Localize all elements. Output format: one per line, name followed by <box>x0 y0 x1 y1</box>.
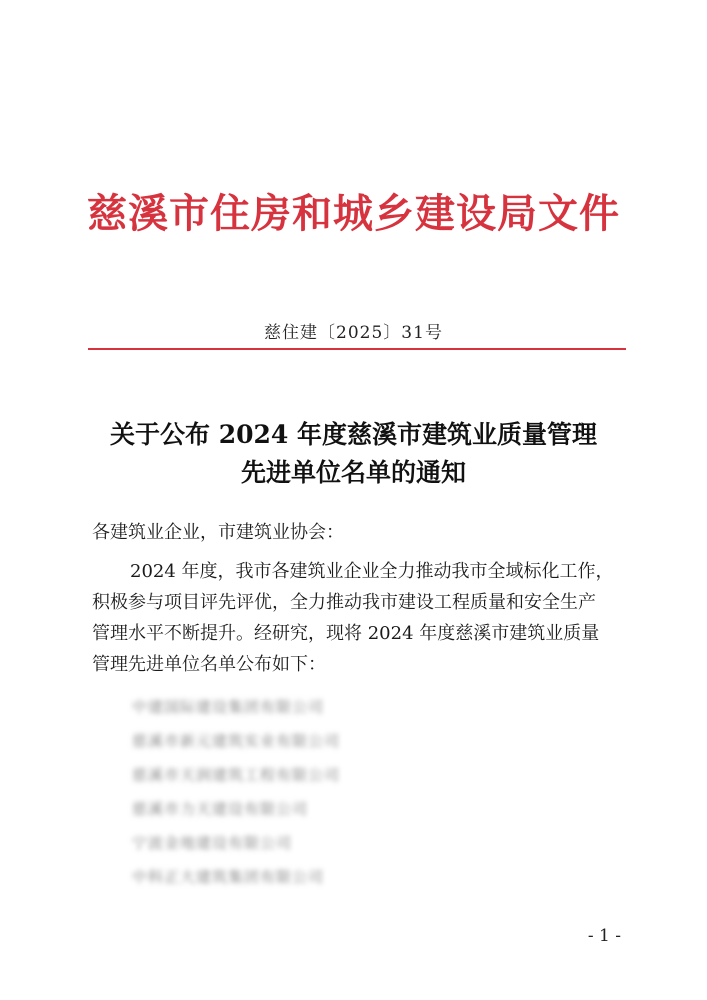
red-separator-line <box>88 348 626 350</box>
company-list-item: 慈溪市新元建筑实业有限公司 <box>132 732 341 750</box>
notice-title-line-2: 先进单位名单的通知 <box>240 458 466 487</box>
company-list-item: 慈溪市天润建筑工程有限公司 <box>132 766 341 784</box>
paragraph-line: 积极参与项目评先评优，全力推动我市建设工程质量和安全生产 <box>92 592 596 613</box>
paragraph-line: 2024 年度，我市各建筑业企业全力推动我市全域标化工作， <box>130 561 614 582</box>
page-number: - 1 - <box>587 926 621 946</box>
company-list-item: 慈溪市力天建设有限公司 <box>132 800 309 818</box>
notice-title-line-1: 关于公布 2024 年度慈溪市建筑业质量管理 <box>110 420 597 449</box>
body-paragraph <box>92 556 624 680</box>
company-list <box>132 690 340 894</box>
issuing-organ-title: 慈溪市住房和城乡建设局文件 <box>87 190 620 237</box>
salutation: 各建筑业企业，市建筑业协会： <box>92 522 344 543</box>
document-number: 慈住建〔2025〕31号 <box>264 323 443 343</box>
company-list-item: 中建国际建设集团有限公司 <box>132 698 325 716</box>
notice-title <box>60 416 647 492</box>
paragraph-line: 管理先进单位名单公布如下： <box>92 654 326 675</box>
paragraph-line: 管理水平不断提升。经研究，现将 2024 年度慈溪市建筑业质量 <box>92 623 600 644</box>
company-list-item: 中科正大建筑集团有限公司 <box>132 868 325 886</box>
company-list-item: 宁波金地建设有限公司 <box>132 834 293 852</box>
